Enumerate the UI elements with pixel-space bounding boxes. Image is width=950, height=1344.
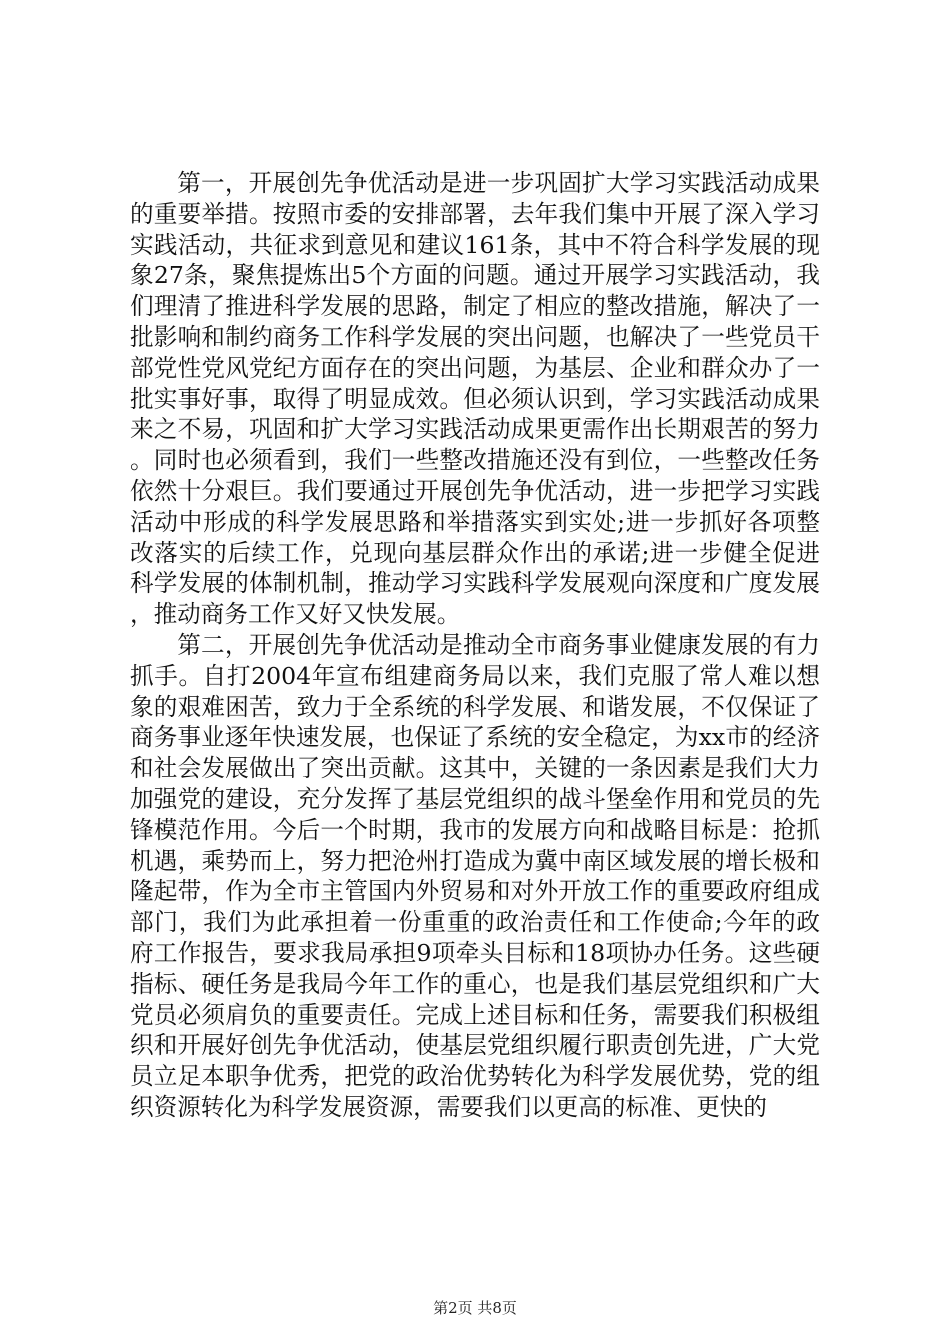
document-body	[130, 168, 820, 1123]
paragraph-second: 第二，开展创先争优活动是推动全市商务事业健康发展的有力抓手。自打2004年宣布组建商务局以来，我们克服了常人难以想象的艰难困苦，致力于全系统的科学发展、和谐发展，不仅保证了商务事业逐年快速发展，也保证了系统的安全稳定，为xx市的经济和社会发展做出了突出贡献。这其中，关键的一条因素是我们大力加强党的建设，充分发挥了基层党组织的战斗堡垒作用和党员的先锋模范作用。今后一个时期，我市的发展方向和战略目标是：抢抓机遇，乘势而上，努力把沧州打造成为冀中南区域发展的增长极和隆起带，作为全市主管国内外贸易和对外开放工作的重要政府组成部门，我们为此承担着一份重重的政治责任和工作使命;今年的政府工作报告，要求我局承担9项牵头目标和18项协办任务。这些硬指标、硬任务是我局今年工作的重心，也是我们基层党组织和广大党员必须肩负的重要责任。完成上述目标和任务，需要我们积极组织和开展好创先争优活动，使基层党组织履行职责创先进，广大党员立足本职争优秀，把党的政治优势转化为科学发展优势，党的组织资源转化为科学发展资源，需要我们以更高的标准、更快的	[130, 630, 820, 1121]
page-number-footer: 第2页 共8页	[433, 1299, 517, 1317]
paragraph-first: 第一，开展创先争优活动是进一步巩固扩大学习实践活动成果的重要举措。按照市委的安排部署，去年我们集中开展了深入学习实践活动，共征求到意见和建议161条，其中不符合科学发展的现象27条，聚焦提炼出5个方面的问题。通过开展学习实践活动，我们理清了推进科学发展的思路，制定了相应的整改措施，解决了一批影响和制约商务工作科学发展的突出问题，也解决了一些党员干部党性党风党纪方面存在的突出问题，为基层、企业和群众办了一批实事好事，取得了明显成效。但必须认识到，学习实践活动成果来之不易，巩固和扩大学习实践活动成果更需作出长期艰苦的努力。同时也必须看到，我们一些整改措施还没有到位，一些整改任务依然十分艰巨。我们要通过开展创先争优活动，进一步把学习实践活动中形成的科学发展思路和举措落实到实处;进一步抓好各项整改落实的后续工作，兑现向基层群众作出的承诺;进一步健全促进科学发展的体制机制，推动学习实践科学发展观向深度和广度发展，推动商务工作又好又快发展。	[130, 169, 820, 629]
